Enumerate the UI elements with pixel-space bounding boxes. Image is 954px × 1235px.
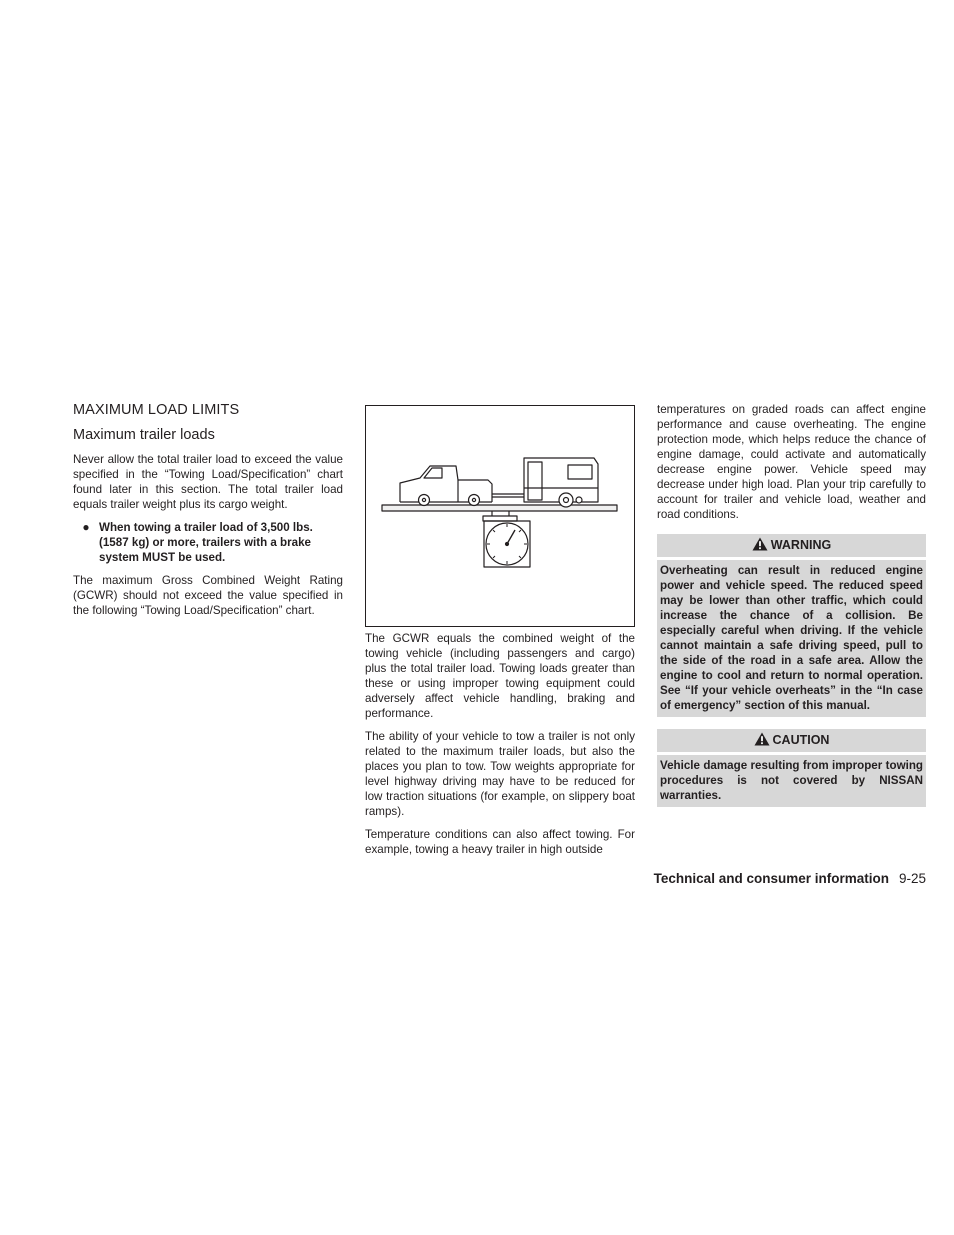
middle-column — [365, 631, 635, 865]
left-column — [73, 402, 343, 626]
caution-header — [657, 729, 926, 752]
hitch-icon — [492, 494, 524, 497]
warning-text: Overheating can result in reduced engine power and vehicle speed. The reduced speed may be lower than other traffic, which could increase the chance of a collision. Be especially careful when driving. If the vehicle cannot maintain a safe driving speed, pull to the side of the road in a safe area. Allow the engine to cool and return to normal operation. See “If your vehicle overheats” in the “In case of emergency” section of this manual. — [657, 560, 926, 717]
paragraph: The maximum Gross Combined Weight Rating (GCWR) should not exceed the value specified in the following “Towing Load/Specification” chart. — [73, 574, 343, 617]
caution-triangle-icon — [754, 732, 770, 750]
caution-label: CAUTION — [772, 733, 830, 747]
bullet-text: When towing a trailer load of 3,500 lbs. (1587 kg) or more, trailers with a brake system MUST be used. — [99, 521, 313, 564]
bullet-item — [73, 520, 343, 565]
section-heading: MAXIMUM LOAD LIMITS — [73, 402, 240, 418]
footer-section-title: Technical and consumer information — [653, 871, 889, 886]
caution-text: Vehicle damage resulting from improper towing procedures is not covered by NISSAN warranties. — [657, 755, 926, 807]
bullet-icon: ● — [82, 520, 90, 534]
paragraph: Temperature conditions can also affect towing. For example, towing a heavy trailer in high outside — [365, 828, 635, 856]
section-subheading: Maximum trailer loads — [73, 427, 215, 443]
page-footer — [654, 871, 926, 886]
warning-triangle-icon — [752, 537, 768, 555]
paragraph: temperatures on graded roads can affect engine performance and cause overheating. The engine protection mode, which helps reduce the chance of engine damage, could activate and automatically decrease engine power. Vehicle speed may decrease under high load. Plan your trip carefully to account for trailer and vehicle load, weather and road conditions. — [657, 403, 926, 521]
scale-dial-icon — [483, 511, 530, 567]
paragraph: The ability of your vehicle to tow a trailer is not only related to the maximum trailer loads, but also the places you plan to tow. Tow weights appropriate for level highway driving may have to be reduced for low traction situations (for example, on slippery boat ramps). — [365, 730, 635, 818]
caution-box — [657, 729, 926, 807]
paragraph: Never allow the total trailer load to exceed the value specified in the “Towing Load/Specification” chart found later in this section. The total trailer load equals trailer weight plus its cargo weight. — [73, 453, 343, 511]
warning-box — [657, 534, 926, 717]
scale-platform — [382, 505, 617, 511]
warning-header — [657, 534, 926, 557]
camper-trailer-icon — [524, 458, 598, 507]
right-column — [657, 402, 926, 807]
paragraph: The GCWR equals the combined weight of the towing vehicle (including passengers and cargo) plus the total trailer load. Towing loads greater than these or using improper towing equipment could adversely affect vehicle handling, braking and performance. — [365, 632, 635, 720]
pickup-truck-icon — [400, 466, 492, 506]
page-number: 9-25 — [898, 871, 926, 886]
warning-label: WARNING — [770, 538, 832, 552]
towing-illustration — [365, 405, 635, 627]
